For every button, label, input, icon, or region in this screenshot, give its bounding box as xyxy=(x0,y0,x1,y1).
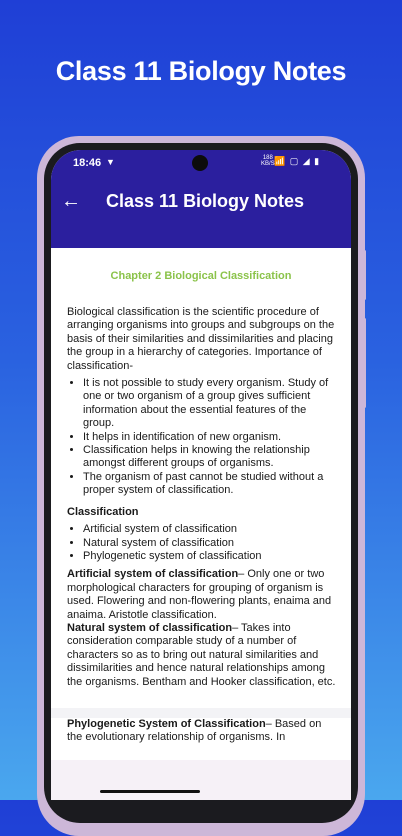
notes-card xyxy=(51,248,351,708)
notes-body xyxy=(67,306,339,689)
app-screen xyxy=(51,150,351,800)
toolbar xyxy=(51,184,351,232)
list-item: • It is not possible to study every organism. Study of one or two organism of a group gives sufficient information about the essential features of the group. xyxy=(83,377,339,431)
nav-bar-area xyxy=(51,760,351,800)
artificial-text: – Only one or two morphological characters for grouping of organism is used. Flowering and non-flowering plants, enaima and anaima. Aristotle classification. xyxy=(67,568,332,621)
list-item: • Artificial system of classification xyxy=(83,523,339,536)
back-arrow-icon[interactable]: ← xyxy=(61,190,81,212)
natural-text: – Takes into consideration comparable study of a number of characters so as to bring out natural similarities and dissimilarities and hence natural relationships among the organisms. Bentham and Hooker classification, etc. xyxy=(67,621,336,688)
front-camera xyxy=(192,155,208,171)
app-title: Class 11 Biology Notes xyxy=(106,191,305,211)
phylo-paragraph xyxy=(51,718,351,745)
notification-icon: ▼ xyxy=(106,157,115,167)
status-bar xyxy=(51,150,351,176)
list-item: • Natural system of classification xyxy=(83,537,339,550)
phylo-text: – Based on the evolutionary relationship of organisms. In xyxy=(67,718,322,744)
status-icons: 📶 ▢ ◢ ▮ xyxy=(274,156,321,166)
natural-paragraph xyxy=(67,622,339,689)
phone-side-button xyxy=(363,318,366,408)
network-speed xyxy=(261,155,275,167)
artificial-paragraph xyxy=(67,568,339,622)
artificial-label: Artificial system of classification xyxy=(67,568,239,581)
app-header xyxy=(51,150,351,248)
natural-label: Natural system of classification xyxy=(67,621,233,634)
speed-unit: KB/S xyxy=(261,161,275,167)
home-indicator[interactable] xyxy=(100,790,200,793)
phylo-label: Phylogenetic System of Classification xyxy=(67,718,266,730)
list-item: • It helps in identification of new organism. xyxy=(83,431,339,444)
intro-paragraph: Biological classification is the scientific procedure of arranging organisms into groups and subgroups on the basis of their similarities and dissimilarities and placing the group in a hierarchy of categories. Importance of classification- xyxy=(67,306,335,372)
chapter-title: Chapter 2 Biological Classification xyxy=(110,270,292,282)
status-time: 18:46 xyxy=(73,157,102,169)
systems-list xyxy=(67,523,339,563)
list-item: • The organism of past cannot be studied without a proper system of classification. xyxy=(83,471,339,498)
classification-heading: Classification xyxy=(67,505,139,518)
promo-title: Class 11 Biology Notes xyxy=(55,56,347,86)
importance-list xyxy=(67,377,339,498)
list-item: • Classification helps in knowing the relationship amongst different groups of organisms. xyxy=(83,444,339,471)
phone-side-button xyxy=(363,250,366,300)
speed-value: 188 xyxy=(262,155,273,161)
content-area[interactable] xyxy=(51,248,351,800)
list-item: • Phylogenetic system of classification xyxy=(83,550,339,563)
